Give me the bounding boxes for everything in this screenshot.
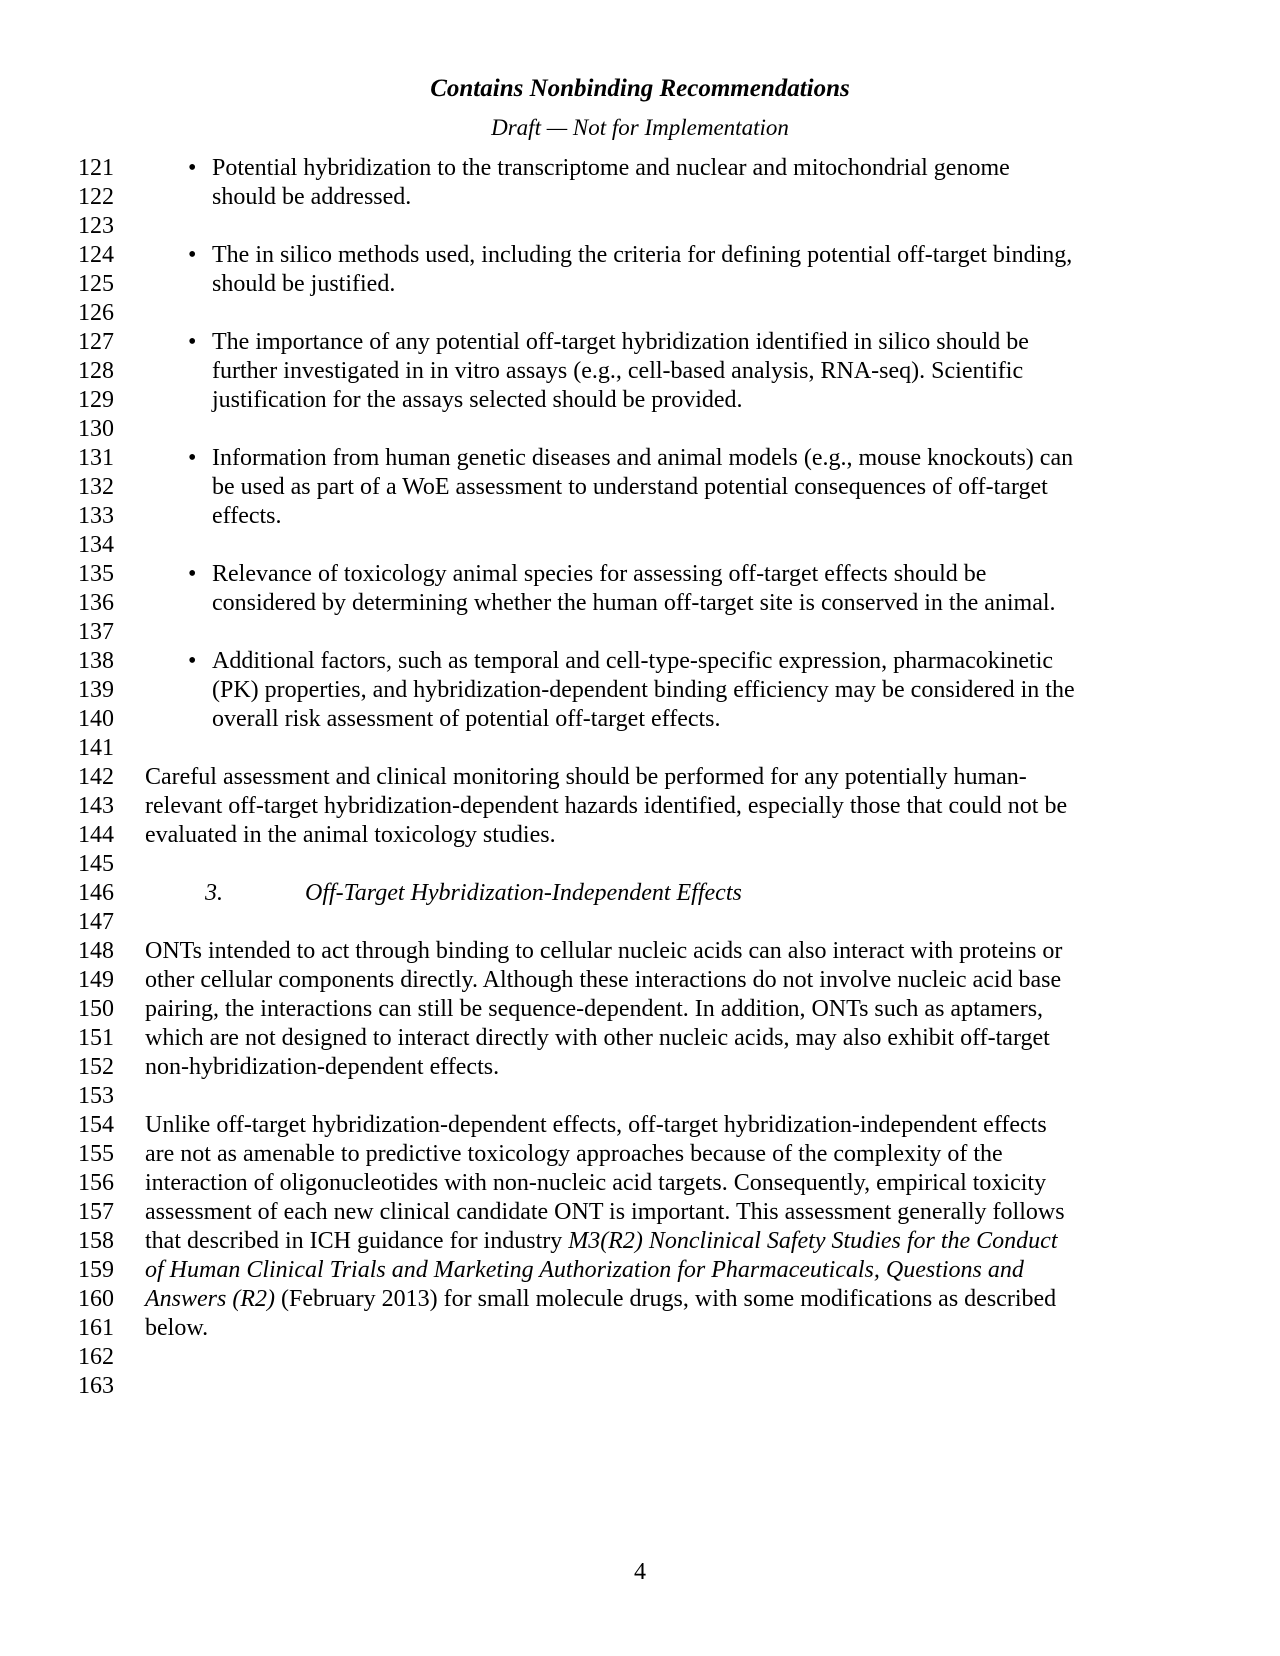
line-text bbox=[145, 1285, 1056, 1314]
line-row bbox=[0, 1285, 1280, 1314]
text-segment: that described in ICH guidance for industry bbox=[145, 1228, 569, 1254]
line-text bbox=[145, 1140, 1003, 1169]
line-text bbox=[212, 241, 1072, 270]
text-segment: should be justified. bbox=[212, 271, 396, 297]
text-segment: which are not designed to interact directly with other nucleic acids, may also exhibit off-target bbox=[145, 1025, 1050, 1051]
line-row bbox=[0, 966, 1280, 995]
line-text bbox=[212, 444, 1073, 473]
line-text bbox=[212, 328, 1029, 357]
section-number: 3. bbox=[205, 880, 223, 906]
line-number: 150 bbox=[78, 996, 114, 1022]
bullet-icon: • bbox=[188, 242, 197, 268]
line-row bbox=[0, 1082, 1280, 1111]
line-number: 162 bbox=[78, 1344, 114, 1370]
bullet-icon: • bbox=[188, 329, 197, 355]
bullet-icon: • bbox=[188, 648, 197, 674]
line-row bbox=[0, 1140, 1280, 1169]
text-segment: Off-Target Hybridization-Independent Effects bbox=[305, 880, 742, 906]
line-number: 124 bbox=[78, 242, 114, 268]
line-row bbox=[0, 821, 1280, 850]
text-segment: (February 2013) for small molecule drugs, with some modifications as described bbox=[274, 1286, 1057, 1312]
line-text bbox=[212, 676, 1075, 705]
line-row bbox=[0, 473, 1280, 502]
line-text bbox=[212, 154, 1010, 183]
line-text bbox=[145, 1256, 1024, 1285]
line-row bbox=[0, 995, 1280, 1024]
line-number: 123 bbox=[78, 213, 114, 239]
page-number: 4 bbox=[634, 1559, 646, 1585]
line-row bbox=[0, 676, 1280, 705]
text-segment: The in silico methods used, including the criteria for defining potential off-target binding, bbox=[212, 242, 1073, 268]
text-segment: Potential hybridization to the transcriptome and nuclear and mitochondrial genome bbox=[212, 155, 1010, 181]
document-lines bbox=[0, 154, 1280, 1401]
line-row bbox=[0, 1227, 1280, 1256]
text-segment: considered by determining whether the human off-target site is conserved in the animal. bbox=[212, 590, 1056, 616]
text-segment: M3(R2) Nonclinical Safety Studies for the Conduct bbox=[568, 1228, 1058, 1254]
text-segment: Answers (R2) bbox=[145, 1286, 275, 1312]
line-text bbox=[212, 357, 1023, 386]
line-text bbox=[145, 995, 1043, 1024]
line-row bbox=[0, 1111, 1280, 1140]
line-number: 154 bbox=[78, 1112, 114, 1138]
bullet-icon: • bbox=[188, 445, 197, 471]
line-text bbox=[145, 763, 1027, 792]
line-number: 159 bbox=[78, 1257, 114, 1283]
line-number: 157 bbox=[78, 1199, 114, 1225]
line-number: 121 bbox=[78, 155, 114, 181]
line-row bbox=[0, 908, 1280, 937]
line-number: 127 bbox=[78, 329, 114, 355]
line-row bbox=[0, 328, 1280, 357]
text-segment: should be addressed. bbox=[212, 184, 412, 210]
line-text bbox=[305, 879, 742, 908]
line-number: 141 bbox=[78, 735, 114, 761]
line-number: 145 bbox=[78, 851, 114, 877]
line-row bbox=[0, 270, 1280, 299]
document-header-subtitle: Draft — Not for Implementation bbox=[491, 115, 789, 140]
line-number: 138 bbox=[78, 648, 114, 674]
line-number: 163 bbox=[78, 1373, 114, 1399]
line-row bbox=[0, 734, 1280, 763]
line-row bbox=[0, 705, 1280, 734]
line-number: 134 bbox=[78, 532, 114, 558]
line-number: 129 bbox=[78, 387, 114, 413]
line-row bbox=[0, 1053, 1280, 1082]
text-segment: (PK) properties, and hybridization-dependent binding efficiency may be considered in the bbox=[212, 677, 1075, 703]
line-number: 143 bbox=[78, 793, 114, 819]
line-row bbox=[0, 444, 1280, 473]
text-segment: other cellular components directly. Although these interactions do not involve nucleic acid base bbox=[145, 967, 1062, 993]
text-segment: Unlike off-target hybridization-dependent effects, off-target hybridization-independent effects bbox=[145, 1112, 1047, 1138]
line-row bbox=[0, 386, 1280, 415]
line-row bbox=[0, 154, 1280, 183]
line-text bbox=[145, 1169, 1046, 1198]
line-row bbox=[0, 1024, 1280, 1053]
line-number: 156 bbox=[78, 1170, 114, 1196]
line-number: 147 bbox=[78, 909, 114, 935]
line-number: 149 bbox=[78, 967, 114, 993]
text-segment: evaluated in the animal toxicology studies. bbox=[145, 822, 556, 848]
bullet-icon: • bbox=[188, 561, 197, 587]
line-text bbox=[145, 1227, 1057, 1256]
text-segment: justification for the assays selected should be provided. bbox=[212, 387, 743, 413]
text-segment: be used as part of a WoE assessment to understand potential consequences of off-target bbox=[212, 474, 1048, 500]
line-row bbox=[0, 618, 1280, 647]
line-number: 126 bbox=[78, 300, 114, 326]
line-text bbox=[212, 502, 282, 531]
text-segment: non-hybridization-dependent effects. bbox=[145, 1054, 500, 1080]
line-number: 144 bbox=[78, 822, 114, 848]
line-row bbox=[0, 560, 1280, 589]
line-text bbox=[145, 1024, 1050, 1053]
line-row bbox=[0, 1372, 1280, 1401]
line-text bbox=[145, 1198, 1065, 1227]
line-number: 152 bbox=[78, 1054, 114, 1080]
line-row bbox=[0, 1343, 1280, 1372]
line-row bbox=[0, 415, 1280, 444]
line-row bbox=[0, 299, 1280, 328]
line-row bbox=[0, 792, 1280, 821]
line-number: 130 bbox=[78, 416, 114, 442]
text-segment: of Human Clinical Trials and Marketing Authorization for Pharmaceuticals, Questions and bbox=[145, 1257, 1024, 1283]
line-text bbox=[145, 792, 1067, 821]
line-text bbox=[145, 1053, 499, 1082]
line-text bbox=[212, 270, 395, 299]
line-row bbox=[0, 937, 1280, 966]
line-row bbox=[0, 502, 1280, 531]
text-segment: assessment of each new clinical candidate ONT is important. This assessment generally follows bbox=[145, 1199, 1065, 1225]
line-text bbox=[145, 821, 556, 850]
text-segment: overall risk assessment of potential off-target effects. bbox=[212, 706, 721, 732]
line-row bbox=[0, 879, 1280, 908]
line-row bbox=[0, 1314, 1280, 1343]
line-number: 160 bbox=[78, 1286, 114, 1312]
line-number: 155 bbox=[78, 1141, 114, 1167]
line-text bbox=[212, 589, 1056, 618]
line-number: 135 bbox=[78, 561, 114, 587]
line-row bbox=[0, 183, 1280, 212]
line-number: 131 bbox=[78, 445, 114, 471]
line-number: 136 bbox=[78, 590, 114, 616]
line-row bbox=[0, 357, 1280, 386]
line-row bbox=[0, 531, 1280, 560]
text-segment: pairing, the interactions can still be sequence-dependent. In addition, ONTs such as aptamers, bbox=[145, 996, 1044, 1022]
line-text bbox=[212, 183, 411, 212]
line-row bbox=[0, 1256, 1280, 1285]
line-row bbox=[0, 212, 1280, 241]
line-number: 140 bbox=[78, 706, 114, 732]
text-segment: below. bbox=[145, 1315, 209, 1341]
line-row bbox=[0, 763, 1280, 792]
line-number: 142 bbox=[78, 764, 114, 790]
line-number: 148 bbox=[78, 938, 114, 964]
document-header-title: Contains Nonbinding Recommendations bbox=[430, 75, 850, 102]
line-text bbox=[212, 705, 721, 734]
bullet-icon: • bbox=[188, 155, 197, 181]
line-row bbox=[0, 589, 1280, 618]
text-segment: effects. bbox=[212, 503, 282, 529]
text-segment: Careful assessment and clinical monitoring should be performed for any potentially human- bbox=[145, 764, 1027, 790]
line-text bbox=[145, 1314, 208, 1343]
line-number: 153 bbox=[78, 1083, 114, 1109]
line-text bbox=[145, 937, 1062, 966]
text-segment: further investigated in in vitro assays (e.g., cell-based analysis, RNA-seq). Scientific bbox=[212, 358, 1024, 384]
line-row bbox=[0, 241, 1280, 270]
line-number: 146 bbox=[78, 880, 114, 906]
line-number: 125 bbox=[78, 271, 114, 297]
line-text bbox=[212, 560, 986, 589]
line-text bbox=[212, 647, 1053, 676]
text-segment: are not as amenable to predictive toxicology approaches because of the complexity of the bbox=[145, 1141, 1003, 1167]
line-text bbox=[212, 473, 1048, 502]
line-number: 158 bbox=[78, 1228, 114, 1254]
line-number: 133 bbox=[78, 503, 114, 529]
line-number: 128 bbox=[78, 358, 114, 384]
text-segment: relevant off-target hybridization-dependent hazards identified, especially those that could not be bbox=[145, 793, 1068, 819]
line-number: 161 bbox=[78, 1315, 114, 1341]
line-number: 151 bbox=[78, 1025, 114, 1051]
line-text bbox=[145, 966, 1061, 995]
text-segment: ONTs intended to act through binding to cellular nucleic acids can also interact with proteins or bbox=[145, 938, 1063, 964]
line-row bbox=[0, 1198, 1280, 1227]
text-segment: Additional factors, such as temporal and cell-type-specific expression, pharmacokinetic bbox=[212, 648, 1054, 674]
line-number: 139 bbox=[78, 677, 114, 703]
line-number: 137 bbox=[78, 619, 114, 645]
line-row bbox=[0, 850, 1280, 879]
text-segment: Information from human genetic diseases and animal models (e.g., mouse knockouts) can bbox=[212, 445, 1074, 471]
line-text bbox=[145, 1111, 1047, 1140]
text-segment: The importance of any potential off-target hybridization identified in silico should be bbox=[212, 329, 1029, 355]
line-row bbox=[0, 1169, 1280, 1198]
line-text bbox=[212, 386, 743, 415]
text-segment: Relevance of toxicology animal species for assessing off-target effects should be bbox=[212, 561, 987, 587]
line-number: 132 bbox=[78, 474, 114, 500]
text-segment: interaction of oligonucleotides with non-nucleic acid targets. Consequently, empirical toxicity bbox=[145, 1170, 1047, 1196]
line-row bbox=[0, 647, 1280, 676]
line-number: 122 bbox=[78, 184, 114, 210]
